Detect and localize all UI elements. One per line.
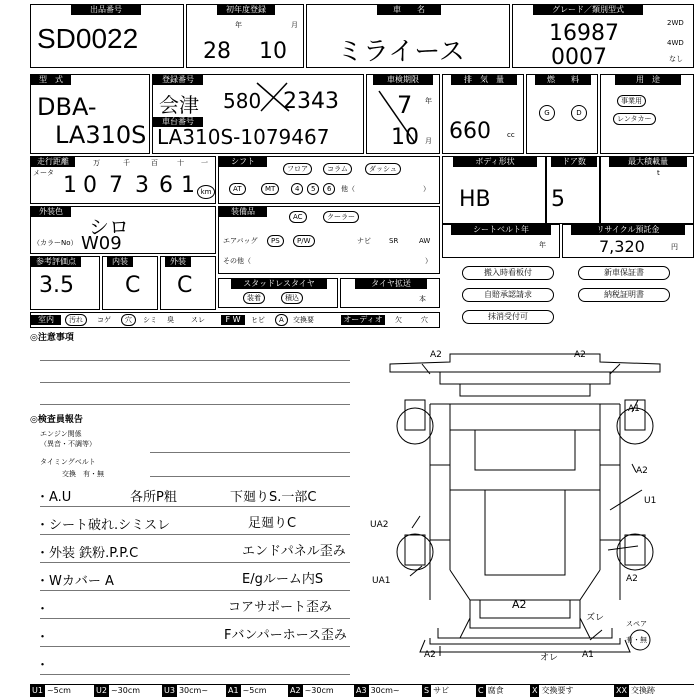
doc-warranty: 新車保証書 — [578, 266, 670, 280]
use-rental: レンタカー — [613, 113, 656, 125]
registration-strike-icon — [253, 79, 293, 115]
mileage-unit-juu: 十 — [177, 159, 184, 167]
score-ref-box — [30, 256, 100, 310]
remarks-row — [30, 312, 440, 328]
seatbelt-unit: 年 — [539, 241, 546, 249]
tire-label: タイヤ拡送 — [355, 279, 427, 289]
mileage-unit-ichi: 一 — [201, 159, 208, 167]
note-left: ・ — [36, 658, 50, 673]
recycle-unit: 円 — [671, 243, 678, 251]
shift-other: 他（ — [341, 185, 355, 193]
equipment-box — [218, 206, 440, 274]
mark-u1-right: U1 — [644, 496, 657, 506]
mark-a2-top-right: A2 — [574, 350, 586, 360]
shift-floor: フロア — [283, 163, 312, 175]
equip-ps: PS — [267, 235, 284, 247]
timing-sub: 交換 有・無 — [62, 470, 104, 478]
remarks-scratch: スレ — [191, 316, 205, 324]
doc-cancel: 抹消受付可 — [462, 310, 554, 324]
use-box — [600, 74, 694, 154]
spare-label: スペア — [626, 620, 647, 628]
remarks-smell: 臭 — [167, 316, 174, 324]
studless-label: スタッドレスタイヤ — [231, 279, 327, 289]
note-right: 足廻りC — [248, 516, 297, 531]
lot-number-value: SD0022 — [37, 23, 139, 54]
color-box — [30, 206, 216, 254]
equip-airbag: エアバッグ — [223, 237, 258, 245]
model-name-label: 車 名 — [377, 5, 441, 15]
score-ref-value: 3.5 — [39, 273, 74, 298]
legend-key: A1 — [228, 686, 239, 695]
displacement-label: 排 気 量 — [451, 75, 517, 85]
mark-ua2-left: UA2 — [370, 520, 389, 530]
drive-4wd: 4WD — [667, 39, 684, 47]
note-right: エンドパネル歪み — [242, 544, 346, 559]
mileage-digit: 0 — [83, 173, 97, 198]
mark-ore-bottom: オレ — [540, 653, 559, 663]
mileage-unit-man: 万 — [93, 159, 100, 167]
mark-a1-right: A1 — [628, 404, 640, 414]
registration-box — [152, 74, 364, 154]
mark-zure: ズレ — [586, 613, 605, 623]
studless-mounted: 装着 — [243, 292, 265, 304]
mileage-unit-km: km — [197, 185, 215, 199]
note-left: ・シート破れ.シミスレ — [36, 518, 171, 533]
first-registration-month: 10 — [259, 39, 287, 64]
mark-a2-right-low: A2 — [626, 574, 638, 584]
first-registration-year: 28 — [203, 39, 231, 64]
remarks-interior-label: 室内 — [31, 315, 61, 325]
use-label: 用 途 — [615, 75, 681, 85]
grade-line2: 0007 — [551, 45, 607, 70]
legend-value: 交換跡 — [630, 686, 655, 695]
engine-sub: （異音・不調等） — [40, 440, 96, 448]
mileage-label: 走行距離 — [31, 157, 75, 167]
grade-box — [512, 4, 694, 68]
shift-label: シフト — [219, 157, 267, 167]
legend-c — [476, 685, 504, 697]
mileage-box — [30, 156, 216, 204]
registration-number: 2343 — [283, 89, 339, 114]
month-unit: 月 — [291, 21, 298, 29]
note-left: ・外装 鉄粉.P.P.C — [36, 546, 139, 561]
color-no-value: W09 — [81, 233, 122, 254]
body-label: ボディ形状 — [453, 157, 537, 167]
note-left: ・ — [36, 602, 50, 617]
caution-title: ◎注意事項 — [30, 333, 74, 343]
mileage-unit-hyaku: 百 — [151, 159, 158, 167]
spare-value: 有・無 — [626, 636, 647, 644]
legend-value: ~5cm — [46, 686, 71, 695]
legend-u1 — [30, 685, 71, 697]
legend-a3 — [354, 685, 400, 697]
equipment-label: 装備品 — [219, 207, 267, 217]
note-right: コアサポート歪み — [228, 600, 333, 615]
lot-number-label: 出品番号 — [71, 5, 141, 15]
equip-navi: ナビ — [357, 237, 371, 245]
doc-insurance: 自賠承認請求 — [462, 288, 554, 302]
legend-x — [530, 685, 573, 697]
equip-sr: SR — [389, 237, 399, 245]
inspector-title: ◎検査員報告 — [30, 415, 83, 425]
displacement-value: 660 — [449, 119, 491, 144]
score-interior-label: 内装 — [107, 257, 133, 267]
seatbelt-box — [442, 224, 560, 258]
legend-value: サビ — [433, 686, 450, 695]
shift-5: 5 — [307, 183, 319, 195]
body-value: HB — [459, 187, 491, 212]
mileage-digit: 6 — [159, 173, 173, 198]
type-line1: DBA- — [37, 93, 97, 121]
remarks-fw-crack: ヒビ — [251, 316, 265, 324]
registration-region: 会津 — [159, 93, 199, 117]
mark-a2-bottom-left: A2 — [424, 650, 436, 660]
mark-a1-bottom: A1 — [582, 650, 594, 660]
recycle-box — [562, 224, 694, 258]
equip-other: その他（ — [223, 257, 251, 265]
legend-value: 腐食 — [487, 686, 504, 695]
mileage-digit: 1 — [181, 173, 195, 198]
remarks-hole: 穴 — [121, 314, 136, 326]
legend-key: A3 — [356, 686, 367, 695]
registration-class: 580 — [223, 89, 262, 113]
score-interior-box — [102, 256, 158, 310]
inspection-label: 車検期限 — [373, 75, 433, 85]
legend-a1 — [226, 685, 267, 697]
inspection-month-unit: 月 — [425, 137, 432, 145]
remarks-fw-label: F W — [221, 315, 245, 325]
remarks-audio-hole: 穴 — [421, 316, 428, 324]
legend-value: ~30cm — [110, 686, 141, 695]
engine-label: エンジン関係 — [40, 430, 82, 438]
capacity-unit: t — [657, 169, 660, 177]
mileage-digit: 1 — [63, 173, 77, 198]
mark-a2-top-left: A2 — [430, 350, 442, 360]
legend-key: X — [532, 686, 538, 695]
inspection-box — [366, 74, 440, 154]
note-left: ・ — [36, 630, 50, 645]
type-label: 型 式 — [31, 75, 71, 85]
grade-label: グレード／類別型式 — [533, 5, 643, 15]
equip-cooler: クーラー — [323, 211, 359, 223]
remarks-stain: シミ — [143, 316, 157, 324]
capacity-label: 最大積載量 — [609, 157, 687, 167]
remarks-dirt: 汚れ — [65, 314, 87, 326]
legend-u3 — [162, 685, 208, 697]
note-right: 下廻りS.一部C — [230, 490, 317, 505]
mark-a2-right: A2 — [636, 466, 648, 476]
year-unit: 年 — [235, 21, 242, 29]
fuel-diesel: D — [571, 105, 587, 121]
timing-label: タイミングベルト — [40, 458, 96, 466]
capacity-box — [600, 156, 694, 224]
mark-ua1-left: UA1 — [372, 576, 391, 586]
shift-at: AT — [229, 183, 246, 195]
doors-label: ドア数 — [551, 157, 597, 167]
model-name-value: ミライース — [337, 37, 465, 67]
legend-key: U3 — [164, 686, 175, 695]
shift-dash: ダッシュ — [365, 163, 401, 175]
remarks-fw-a: A — [275, 314, 288, 326]
score-interior-value: C — [125, 273, 141, 298]
note-left: ・A.U — [36, 490, 72, 505]
note-right: Fバンパーホース歪み — [224, 628, 347, 643]
tire-box — [340, 278, 440, 308]
mileage-unit-sen: 千 — [123, 159, 130, 167]
shift-column: コラム — [323, 163, 352, 175]
inspection-strike-icon — [375, 87, 419, 147]
note-left: ・Wカバー A — [36, 574, 114, 589]
legend-value: ~5cm — [242, 686, 267, 695]
doc-signboard: 搬入時看板付 — [462, 266, 554, 280]
chassis-value: LA310S-1079467 — [157, 125, 330, 149]
shift-close: ） — [423, 185, 430, 193]
legend-key: C — [478, 686, 484, 695]
legend-xx — [614, 685, 655, 697]
mileage-digit: 3 — [135, 173, 149, 198]
legend-key: A2 — [290, 686, 301, 695]
score-exterior-label: 外装 — [165, 257, 191, 267]
legend-value: 交換要す — [541, 686, 574, 695]
doors-value: 5 — [551, 187, 565, 212]
note-mid: 各所P粗 — [130, 490, 177, 505]
equip-pw: P/W — [293, 235, 315, 247]
inspection-year: 7 — [397, 91, 413, 119]
doc-tax: 納税証明書 — [578, 288, 670, 302]
remarks-audio-missing: 欠 — [395, 316, 402, 324]
legend-key: S — [424, 686, 430, 695]
legend-s — [422, 685, 449, 697]
remarks-audio-label: オーディオ — [341, 315, 385, 325]
color-value: シロ — [89, 215, 129, 239]
grade-line1: 16987 — [549, 21, 619, 46]
legend-bar — [30, 684, 694, 698]
fuel-label: 燃 料 — [535, 75, 591, 85]
legend-u2 — [94, 685, 140, 697]
mark-a2-center: A2 — [512, 598, 527, 611]
legend-value: ~30cm — [304, 686, 334, 695]
score-exterior-box — [160, 256, 216, 310]
mileage-meter: メータ — [33, 169, 54, 177]
shift-4: 4 — [291, 183, 303, 195]
shift-mt: MT — [261, 183, 279, 195]
lot-number-box — [30, 4, 184, 68]
type-box — [30, 74, 150, 154]
studless-loaded: 積込 — [281, 292, 303, 304]
score-exterior-value: C — [177, 273, 193, 298]
registration-label: 登録番号 — [153, 75, 203, 85]
recycle-label: リサイクル預託金 — [571, 225, 685, 235]
fuel-box — [526, 74, 598, 154]
remarks-fw-replace: 交換要 — [293, 316, 314, 324]
legend-value: 30cm~ — [370, 686, 400, 695]
note-right: E/gルーム内S — [242, 572, 324, 587]
equip-ac: AC — [289, 211, 307, 223]
type-line2: LA310S — [55, 121, 147, 149]
legend-key: U2 — [96, 686, 107, 695]
recycle-value: 7,320 — [599, 237, 645, 256]
legend-a2 — [288, 685, 334, 697]
body-box — [442, 156, 546, 224]
tire-unit: 本 — [419, 295, 426, 303]
first-registration-box — [186, 4, 304, 68]
first-registration-label: 初年度登録 — [217, 5, 275, 15]
legend-value: 30cm~ — [178, 686, 209, 695]
model-name-box — [306, 4, 510, 68]
equip-aw: AW — [419, 237, 431, 245]
studless-box — [218, 278, 338, 308]
mileage-digit: 7 — [109, 173, 123, 198]
seatbelt-label: シートベルト年 — [451, 225, 551, 235]
legend-key: U1 — [32, 686, 43, 695]
doors-box — [546, 156, 600, 224]
fuel-gasoline: G — [539, 105, 555, 121]
drive-none: なし — [669, 55, 683, 63]
legend-key: XX — [616, 686, 627, 695]
score-ref-label: 参考評価点 — [31, 257, 81, 267]
color-no-label: （カラーNo） — [33, 239, 78, 247]
color-label: 外装色 — [31, 207, 71, 217]
remarks-burn: コゲ — [97, 316, 111, 324]
equip-close: ） — [425, 257, 432, 265]
shift-box — [218, 156, 440, 204]
inspection-month: 10 — [391, 125, 419, 150]
displacement-box — [442, 74, 524, 154]
chassis-label: 車台番号 — [153, 117, 203, 127]
use-business: 事業用 — [617, 95, 646, 107]
shift-6: 6 — [323, 183, 335, 195]
inspection-year-unit: 年 — [425, 97, 432, 105]
drive-2wd: 2WD — [667, 19, 684, 27]
displacement-unit: cc — [507, 131, 515, 139]
